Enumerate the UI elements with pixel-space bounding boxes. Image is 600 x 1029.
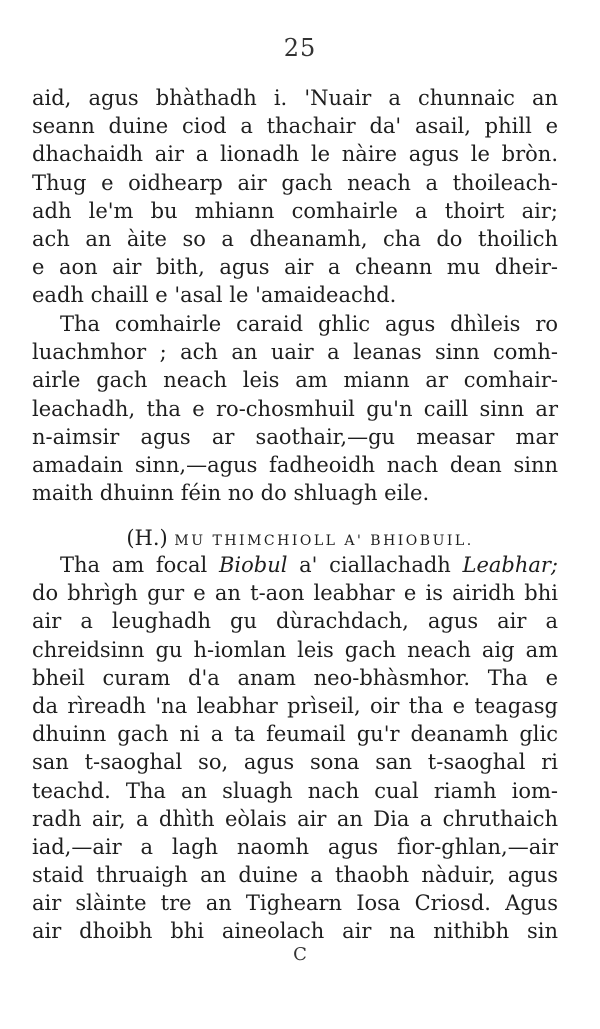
text-line: ach an àite so a dheanamh, cha do thoilich	[32, 226, 558, 251]
line-middle: a' ciallachadh	[287, 553, 463, 577]
line-start: Tha am focal	[60, 553, 219, 577]
text-line: air slàinte tre an Tighearn Iosa Criosd. Agus	[32, 891, 558, 916]
italic-word: Biobul	[218, 553, 288, 577]
text-line	[32, 551, 558, 579]
text-line: maith dhuinn féin no do shluagh eile.	[32, 481, 430, 506]
text-line: Tha comhairle caraid ghlic agus dhìleis ro	[60, 312, 558, 336]
paragraph-2	[32, 310, 558, 507]
text-line: n-aimsir agus ar saothair,—gu measar mar	[32, 424, 558, 449]
text-line: air a leughadh gu dùrachdach, agus air a	[32, 609, 558, 634]
text-line: san t-saoghal so, agus sona san t-saoghal ri	[32, 750, 558, 775]
text-line: leachadh, tha e ro-chosmhuil gu'n caill sinn ar	[32, 396, 558, 421]
text-line: iad,—air a lagh naomh agus fìor-ghlan,—air	[32, 834, 558, 859]
section-label: (H.)	[126, 526, 168, 550]
text-line: aid, agus bhàthadh i. 'Nuair a chunnaic an	[32, 86, 558, 110]
paragraph-1	[32, 84, 558, 310]
text-line: amadain sinn,—agus fadheoidh nach dean sinn	[32, 452, 558, 477]
signature-mark: C	[293, 944, 307, 965]
text-line: seann duine ciod a thachair da' asail, phill e	[32, 114, 558, 139]
text-line: chreidsinn gu h-iomlan leis gach neach aig am	[32, 637, 558, 662]
text-line: Thug e oidhearp air gach neach a thoileach-	[32, 170, 558, 195]
text-line: eadh chaill e 'asal le 'amaideachd.	[32, 283, 397, 308]
paragraph-3	[32, 551, 558, 946]
text-line: do bhrìgh gur e an t-aon leabhar e is airidh bhi	[32, 581, 558, 606]
text-line: bheil curam d'a anam neo-bhàsmhor. Tha e	[32, 665, 558, 690]
text-line: da rìreadh 'na leabhar prìseil, oir tha e teagasg	[32, 693, 558, 718]
page-number: 25	[283, 34, 317, 62]
text-line: dhachaidh air a lionadh le nàire agus le bròn.	[32, 142, 558, 167]
text-line: air dhoibh bhi aineolach air na nithibh sin	[32, 919, 558, 944]
text-line: luachmhor ; ach an uair a leanas sinn comh-	[32, 340, 558, 365]
section-title: MU THIMCHIOLL A' BHIOBUIL.	[174, 533, 474, 549]
text-line: dhuinn gach ni a ta feumail gu'r deanamh glic	[32, 722, 558, 747]
text-line: e aon air bith, agus air a cheann mu dheir-	[32, 255, 558, 280]
text-line: teachd. Tha an sluagh nach cual riamh iom-	[32, 778, 558, 803]
text-line: airle gach neach leis am miann ar comhair-	[32, 368, 558, 393]
text-line: staid thruaigh an duine a thaobh nàduir, agus	[32, 863, 558, 888]
text-line: radh air, a dhìth eòlais air an Dia a chruthaich	[32, 806, 558, 831]
text-line: adh le'm bu mhiann comhairle a thoirt air;	[32, 198, 558, 223]
italic-word: Leabhar;	[462, 553, 558, 577]
